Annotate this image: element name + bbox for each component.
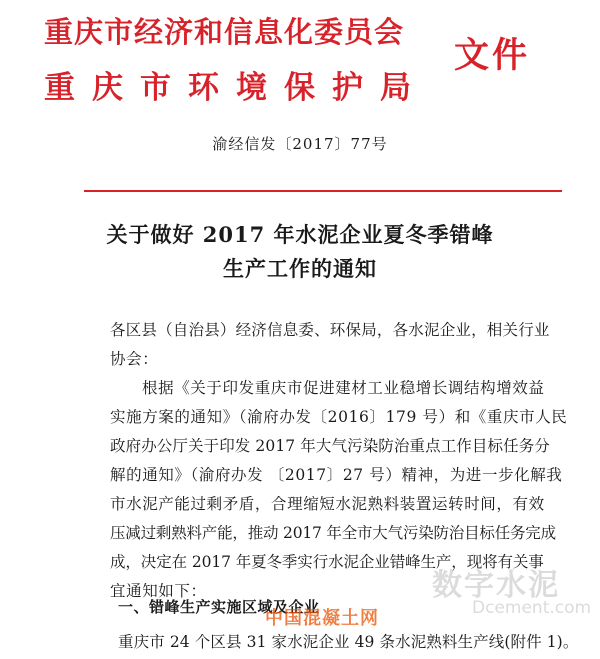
- paragraph-line: 市水泥产能过剩矛盾，合理缩短水泥熟料装置运转时间，有效: [110, 495, 545, 513]
- paragraph-line: 根据《关于印发重庆市促进建材工业稳增长调结构增效益: [142, 379, 545, 397]
- paragraph-line: 压减过剩熟料产能，推动 2017 年全市大气污染防治目标任务完成: [110, 524, 556, 542]
- issuer-line-2: 重庆市环境保护局: [44, 70, 428, 106]
- watermark-site-name: 数字水泥: [432, 568, 560, 603]
- paragraph-line: 成，决定在 2017 年夏冬季实行水泥企业错峰生产，现将有关事: [110, 553, 544, 571]
- red-separator-rule: [84, 190, 562, 192]
- title-line-1: 关于做好 2017 年水泥企业夏冬季错峰: [106, 222, 494, 247]
- document-kind-label: 文件: [454, 36, 531, 76]
- paragraph-line: 宜通知如下：: [110, 582, 207, 600]
- section-1-heading: 一、错峰生产实施区域及企业: [118, 598, 320, 616]
- issuer-line-1: 重庆市经济和信息化委员会: [44, 15, 405, 49]
- watermark-partner-name: 中国混凝土网: [265, 608, 379, 629]
- paragraph-line: 政府办公厅关于印发 2017 年大气污染防治重点工作目标任务分: [110, 437, 550, 455]
- paragraph-line: 解的通知》（渝府办发 〔2017〕27 号）精神，为进一步化解我: [110, 466, 563, 484]
- paragraph-line: 实施方案的通知》（渝府办发〔2016〕179 号）和《重庆市人民: [110, 408, 568, 426]
- title-line-2: 生产工作的通知: [223, 256, 377, 281]
- recipients-line-2: 协会：: [110, 350, 159, 368]
- recipients-line-1: 各区县（自治县）经济信息委、环保局，各水泥企业，相关行业: [110, 321, 550, 339]
- watermark-site-domain: Dcement.com: [472, 598, 592, 618]
- document-number: 渝经信发〔2017〕77号: [212, 135, 388, 153]
- section-1-text: 重庆市 24 个区县 31 家水泥企业 49 条水泥熟料生产线(附件 1)。: [118, 633, 579, 651]
